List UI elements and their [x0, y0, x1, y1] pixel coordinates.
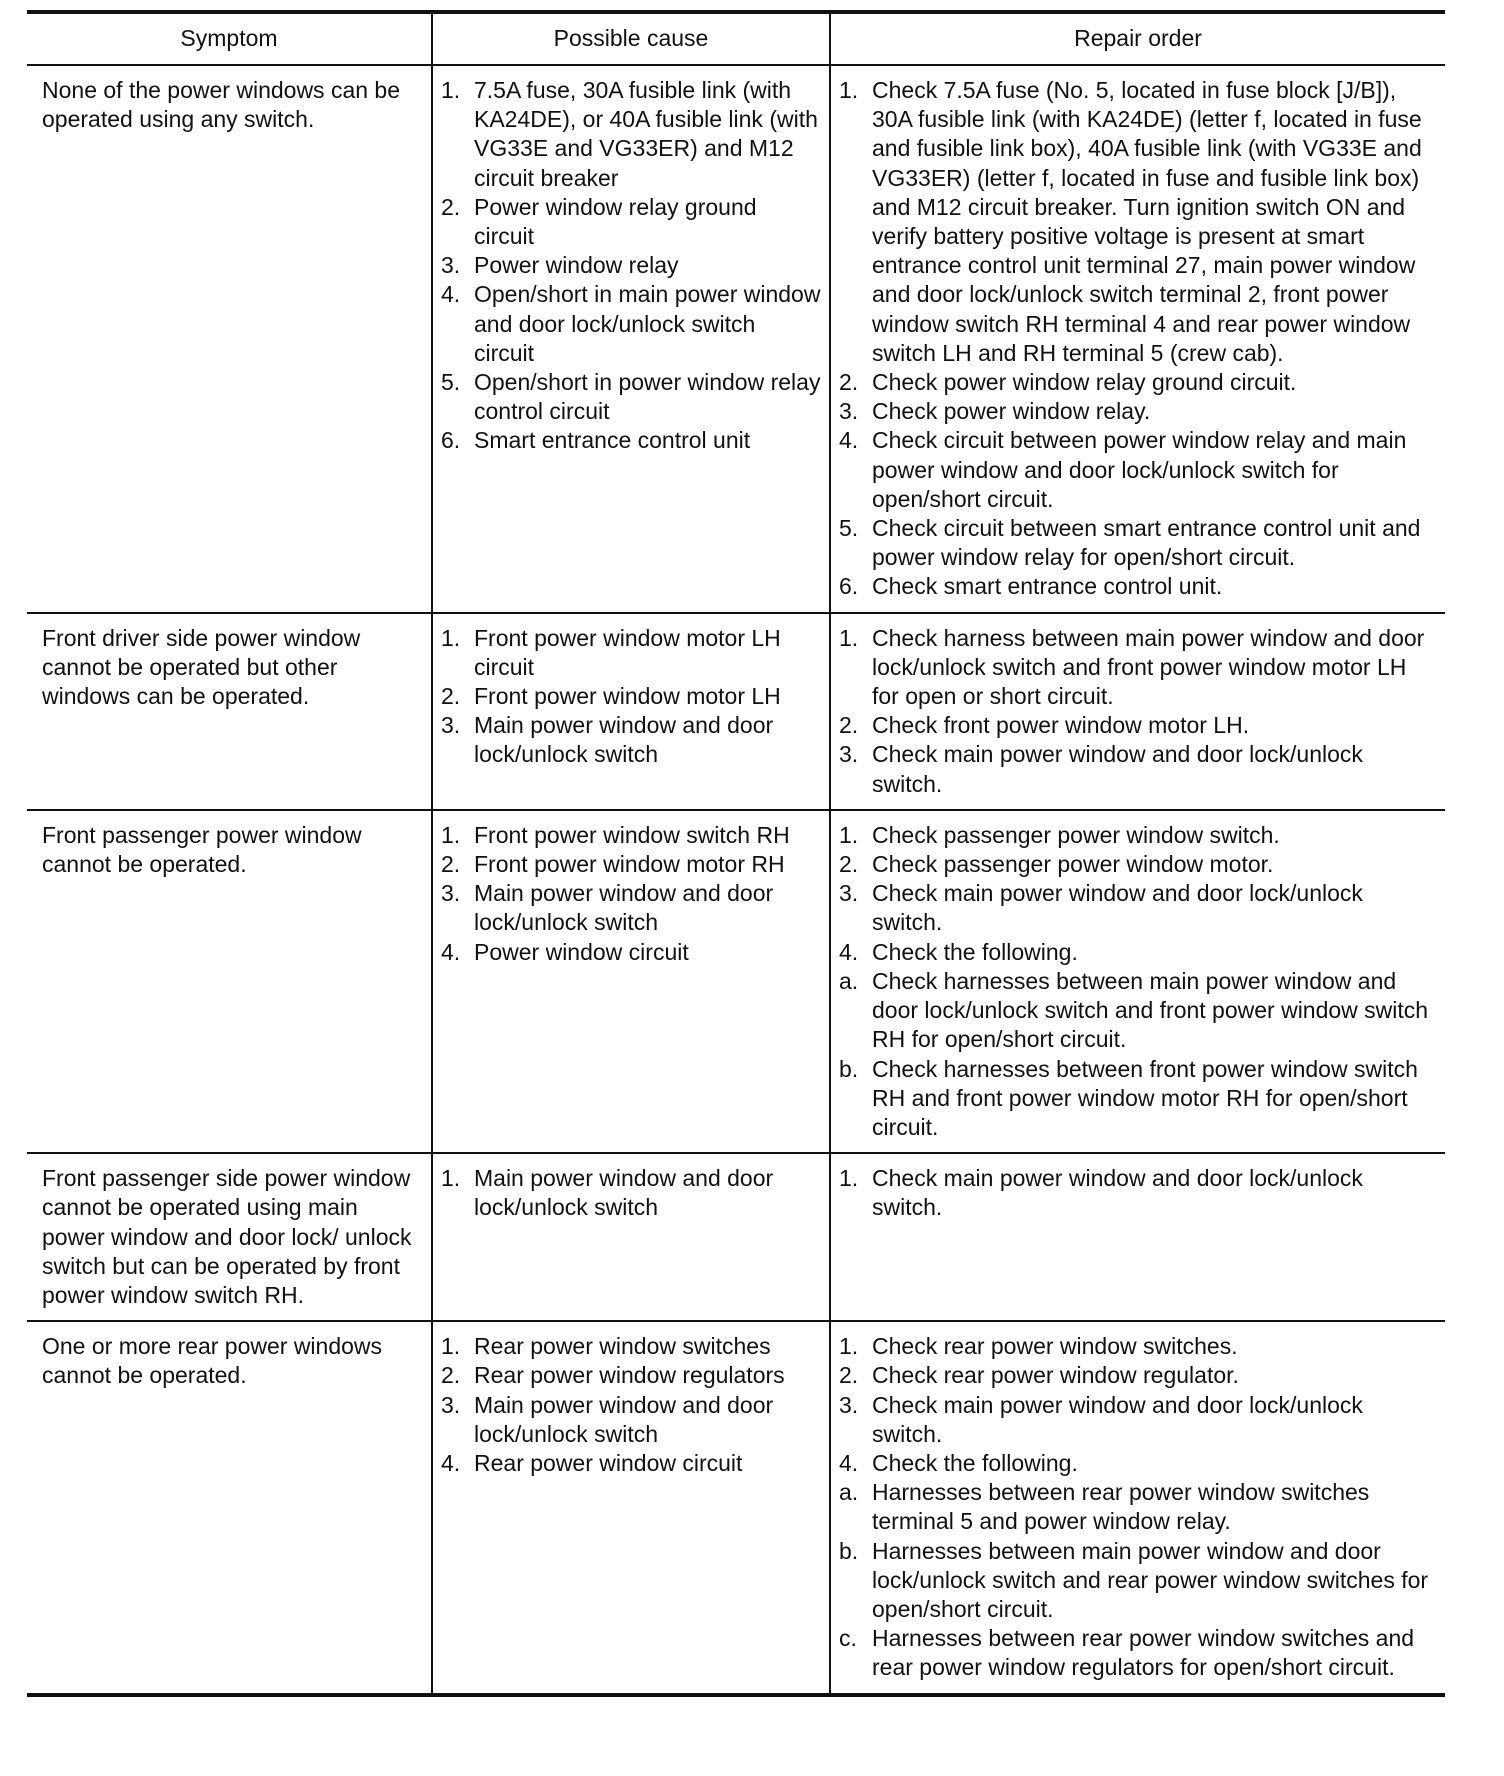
symptom-cell — [27, 1321, 432, 1694]
repair-step-item — [839, 76, 1437, 368]
repair-step-number: a. — [839, 1479, 859, 1506]
symptom-text: One or more rear power windows cannot be operated. — [42, 1333, 383, 1389]
repair-step-number: c. — [839, 1625, 857, 1652]
repair-step-text: Harnesses between main power window and door lock/unlock switch and rear power window switches for open/short circuit. — [872, 1537, 1429, 1622]
cause-number: 2. — [441, 851, 461, 878]
cause-item — [441, 426, 821, 455]
cause-text: Power window circuit — [474, 938, 689, 965]
symptom-text: Front passenger power window cannot be operated. — [42, 821, 362, 878]
table-row — [27, 810, 1445, 1153]
header-row — [27, 12, 1445, 65]
possible-cause-cell — [432, 1153, 830, 1321]
repair-step-text: Check the following. — [872, 1449, 1078, 1476]
cause-text: Open/short in power window relay control circuit — [474, 369, 821, 425]
possible-cause-cell — [432, 810, 830, 1153]
repair-step-number: 1. — [839, 1165, 859, 1192]
cause-item — [441, 1361, 821, 1390]
cause-number: 3. — [441, 1391, 461, 1418]
repair-step-item — [839, 1624, 1437, 1682]
cause-number: 1. — [441, 77, 461, 103]
repair-step-text: Harnesses between rear power window switches and rear power window regulators for open/short circuit. — [872, 1625, 1415, 1681]
cause-number: 2. — [441, 683, 461, 710]
table-row — [27, 1153, 1445, 1321]
repair-step-text: Check passenger power window motor. — [872, 851, 1274, 878]
cause-text: Open/short in main power window and door lock/unlock switch circuit — [474, 281, 821, 366]
repair-step-number: 5. — [839, 515, 859, 542]
repair-step-list — [839, 821, 1437, 1142]
cause-item — [441, 1391, 821, 1449]
repair-step-list — [839, 624, 1437, 799]
cause-item — [441, 368, 821, 426]
cause-text: Main power window and door lock/unlock switch — [474, 880, 774, 936]
symptom-cell — [27, 65, 432, 613]
symptom-text: None of the power windows can be operated using any switch. — [42, 77, 400, 133]
cause-number: 3. — [441, 252, 461, 279]
cause-list — [441, 76, 821, 456]
repair-step-item — [839, 368, 1437, 397]
repair-step-text: Check the following. — [872, 938, 1078, 965]
symptom-text: Front passenger side power window cannot be operated using main power window and door lock/ unlock switch but can be operated by front power window switch RH. — [42, 1165, 412, 1308]
repair-step-item — [839, 397, 1437, 426]
symptom-cell — [27, 1153, 432, 1321]
repair-step-item — [839, 1361, 1437, 1390]
repair-step-item — [839, 967, 1437, 1055]
cause-item — [441, 251, 821, 280]
repair-step-text: Check front power window motor LH. — [872, 712, 1250, 739]
cause-text: Front power window switch RH — [474, 821, 790, 848]
repair-step-number: 3. — [839, 1391, 859, 1418]
possible-cause-cell — [432, 613, 830, 810]
header-possible-cause: Possible cause — [432, 12, 830, 65]
cause-item — [441, 280, 821, 368]
cause-list — [441, 1164, 821, 1222]
cause-item — [441, 76, 821, 193]
repair-step-list — [839, 1332, 1437, 1682]
cause-text: Main power window and door lock/unlock switch — [474, 1165, 774, 1221]
repair-step-item — [839, 1478, 1437, 1536]
cause-item — [441, 938, 821, 967]
repair-step-text: Check rear power window switches. — [872, 1333, 1238, 1360]
cause-item — [441, 193, 821, 251]
cause-item — [441, 682, 821, 711]
cause-number: 5. — [441, 369, 461, 396]
cause-item — [441, 711, 821, 769]
repair-order-cell — [830, 613, 1445, 810]
cause-text: Front power window motor RH — [474, 851, 785, 878]
cause-text: 7.5A fuse, 30A fusible link (with KA24DE), or 40A fusible link (with VG33E and VG33ER) and M12 circuit breaker — [474, 77, 818, 191]
repair-step-number: a. — [839, 967, 859, 994]
repair-step-text: Check main power window and door lock/unlock switch. — [872, 741, 1363, 797]
repair-order-cell — [830, 1153, 1445, 1321]
cause-text: Smart entrance control unit — [474, 427, 751, 454]
cause-number: 6. — [441, 427, 461, 454]
symptom-text: Front driver side power window cannot be operated but other windows can be operated. — [42, 624, 361, 710]
cause-list — [441, 821, 821, 967]
cause-number: 2. — [441, 1362, 461, 1389]
table-row — [27, 613, 1445, 810]
cause-number: 1. — [441, 1165, 461, 1192]
repair-step-number: 6. — [839, 573, 859, 600]
cause-text: Main power window and door lock/unlock switch — [474, 1391, 774, 1447]
repair-step-text: Check harnesses between front power window switch RH and front power window motor RH for open/short circuit. — [872, 1055, 1418, 1140]
cause-text: Rear power window switches — [474, 1333, 771, 1360]
cause-item — [441, 821, 821, 850]
cause-item — [441, 1449, 821, 1478]
cause-text: Front power window motor LH circuit — [474, 624, 781, 680]
cause-text: Power window relay ground circuit — [474, 193, 757, 250]
cause-item — [441, 850, 821, 879]
repair-step-number: 1. — [839, 77, 859, 103]
repair-step-list — [839, 76, 1437, 602]
cause-number: 2. — [441, 193, 461, 220]
cause-text: Rear power window circuit — [474, 1449, 743, 1476]
repair-step-item — [839, 514, 1437, 572]
header-symptom: Symptom — [27, 12, 432, 65]
cause-list — [441, 624, 821, 770]
possible-cause-cell — [432, 1321, 830, 1694]
repair-step-item — [839, 1164, 1437, 1222]
repair-step-item — [839, 938, 1437, 967]
repair-step-list — [839, 1164, 1437, 1222]
table-row — [27, 65, 1445, 613]
repair-step-item — [839, 1537, 1437, 1625]
repair-step-item — [839, 572, 1437, 601]
repair-order-cell — [830, 1321, 1445, 1694]
repair-step-number: 3. — [839, 880, 859, 907]
repair-step-text: Check power window relay. — [872, 398, 1151, 425]
repair-order-cell — [830, 810, 1445, 1153]
repair-step-item — [839, 850, 1437, 879]
possible-cause-cell — [432, 65, 830, 613]
cause-number: 1. — [441, 821, 461, 848]
repair-step-text: Check main power window and door lock/unlock switch. — [872, 1391, 1363, 1447]
repair-order-cell — [830, 65, 1445, 613]
cause-item — [441, 1164, 821, 1222]
repair-step-number: 2. — [839, 712, 859, 739]
repair-step-item — [839, 879, 1437, 937]
repair-step-text: Harnesses between rear power window switches terminal 5 and power window relay. — [872, 1479, 1370, 1535]
repair-step-item — [839, 1391, 1437, 1449]
symptom-cell — [27, 810, 432, 1153]
repair-step-text: Check harnesses between main power window and door lock/unlock switch and front power window switch RH for open/short circuit. — [872, 967, 1429, 1053]
repair-step-number: 3. — [839, 741, 859, 768]
repair-step-item — [839, 426, 1437, 514]
repair-step-number: 2. — [839, 851, 859, 878]
repair-step-text: Check power window relay ground circuit. — [872, 369, 1297, 396]
repair-step-text: Check main power window and door lock/unlock switch. — [872, 1165, 1363, 1221]
repair-step-item — [839, 624, 1437, 712]
cause-item — [441, 624, 821, 682]
cause-number: 4. — [441, 1449, 461, 1476]
table-row — [27, 1321, 1445, 1694]
repair-step-number: 4. — [839, 427, 859, 454]
repair-step-text: Check passenger power window switch. — [872, 821, 1280, 848]
symptom-cell — [27, 613, 432, 810]
table-header — [27, 12, 1445, 65]
repair-step-text: Check circuit between power window relay and main power window and door lock/unlock switch for open/short circuit. — [872, 427, 1407, 512]
repair-step-text: Check 7.5A fuse (No. 5, located in fuse block [J/B]), 30A fusible link (with KA24DE) (letter f, located in fuse and fusible link box), 40A fusible link (with VG33E and VG33ER) (letter f, located in fuse and fusible link box) and M12 circuit breaker. Turn ignition switch ON and verify battery positive voltage is present at smart entrance control unit terminal 27, main power window and door lock/unlock switch terminal 2, front power window switch RH terminal 4 and rear power window switch LH and RH terminal 5 (crew cab). — [872, 77, 1422, 366]
repair-step-item — [839, 1332, 1437, 1361]
repair-step-number: 2. — [839, 1362, 859, 1389]
cause-text: Power window relay — [474, 252, 679, 279]
repair-step-number: 1. — [839, 821, 859, 848]
repair-step-number: 1. — [839, 624, 859, 651]
cause-text: Main power window and door lock/unlock switch — [474, 712, 774, 768]
trouble-diagnosis-sheet — [27, 10, 1445, 1697]
repair-step-text: Check harness between main power window and door lock/unlock switch and front power window motor LH for open or short circuit. — [872, 624, 1425, 710]
repair-step-item — [839, 1055, 1437, 1143]
repair-step-number: b. — [839, 1055, 859, 1082]
repair-step-number: 3. — [839, 398, 859, 425]
cause-number: 4. — [441, 281, 461, 308]
repair-step-text: Check smart entrance control unit. — [872, 573, 1223, 600]
repair-step-text: Check rear power window regulator. — [872, 1362, 1239, 1389]
repair-step-text: Check circuit between smart entrance control unit and power window relay for open/short circuit. — [872, 515, 1421, 571]
trouble-diagnosis-table — [27, 10, 1445, 1697]
repair-step-item — [839, 711, 1437, 740]
repair-step-text: Check main power window and door lock/unlock switch. — [872, 880, 1363, 936]
cause-number: 3. — [441, 880, 461, 907]
header-repair-order: Repair order — [830, 12, 1445, 65]
repair-step-number: 2. — [839, 369, 859, 396]
cause-text: Front power window motor LH — [474, 683, 781, 710]
table-body — [27, 65, 1445, 1695]
repair-step-number: b. — [839, 1537, 859, 1564]
cause-number: 1. — [441, 1333, 461, 1360]
cause-list — [441, 1332, 821, 1478]
cause-number: 3. — [441, 712, 461, 739]
cause-number: 1. — [441, 624, 461, 651]
cause-number: 4. — [441, 938, 461, 965]
cause-item — [441, 1332, 821, 1361]
cause-text: Rear power window regulators — [474, 1362, 785, 1389]
repair-step-item — [839, 821, 1437, 850]
repair-step-item — [839, 1449, 1437, 1478]
repair-step-number: 4. — [839, 938, 859, 965]
repair-step-number: 4. — [839, 1449, 859, 1476]
repair-step-number: 1. — [839, 1333, 859, 1360]
repair-step-item — [839, 740, 1437, 798]
cause-item — [441, 879, 821, 937]
